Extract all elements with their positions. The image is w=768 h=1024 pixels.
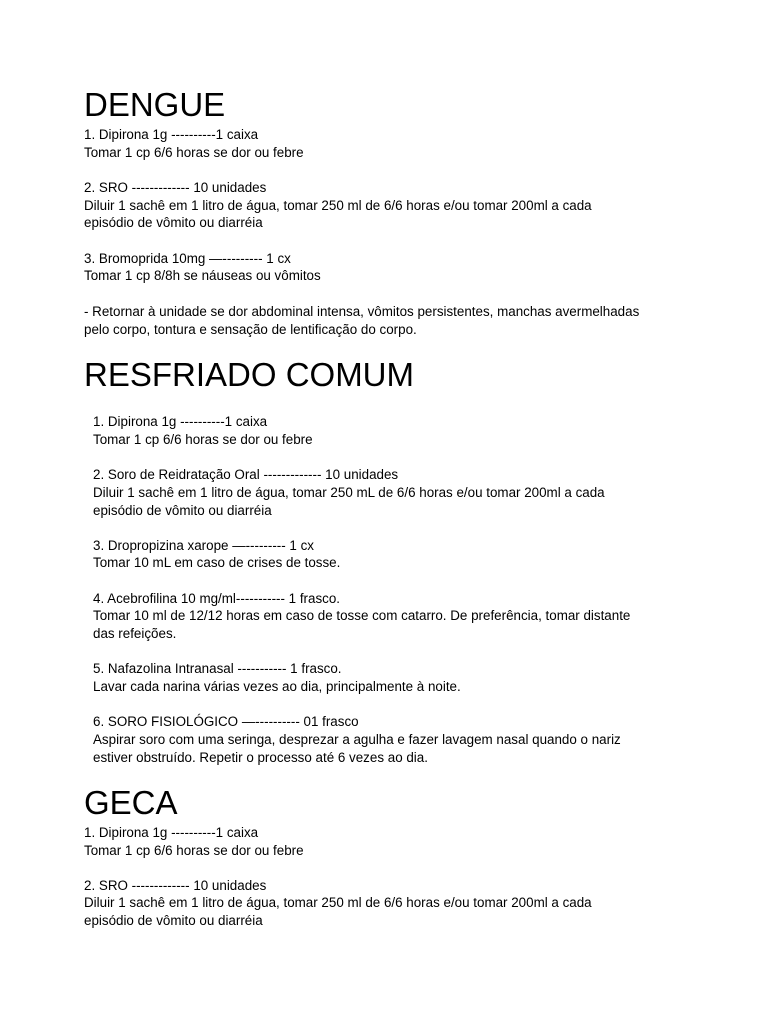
- resfriado-item-4: 4. Acebrofilina 10 mg/ml----------- 1 frasco.: [93, 591, 341, 606]
- resfriado-item-5-instruction: Lavar cada narina várias vezes ao dia, principalmente à noite.: [93, 679, 461, 694]
- dengue-item-2-instruction-cont: episódio de vômito ou diarréia: [84, 215, 263, 230]
- geca-item-1-instruction: Tomar 1 cp 6/6 horas se dor ou febre: [84, 843, 304, 858]
- geca-item-2-instruction-cont: episódio de vômito ou diarréia: [84, 913, 263, 928]
- dengue-item-2: 2. SRO ------------- 10 unidades: [84, 180, 267, 195]
- resfriado-item-6-instruction: Aspirar soro com uma seringa, desprezar a agulha e fazer lavagem nasal quando o nariz: [93, 732, 621, 747]
- dengue-item-1: 1. Dipirona 1g ----------1 caixa: [84, 127, 259, 142]
- geca-item-2: 2. SRO ------------- 10 unidades: [84, 878, 267, 893]
- resfriado-item-3: 3. Dropropizina xarope —--------- 1 cx: [93, 538, 314, 553]
- resfriado-item-3-instruction: Tomar 10 mL em caso de crises de tosse.: [93, 555, 341, 570]
- resfriado-item-4-instruction-cont: das refeições.: [93, 626, 177, 641]
- geca-item-1: 1. Dipirona 1g ----------1 caixa: [84, 825, 259, 840]
- resfriado-item-4-instruction: Tomar 10 ml de 12/12 horas em caso de tosse com catarro. De preferência, tomar distante: [93, 608, 631, 623]
- resfriado-item-2-instruction-cont: episódio de vômito ou diarréia: [93, 503, 272, 518]
- dengue-warning-cont: pelo corpo, tontura e sensação de lentificação do corpo.: [84, 322, 417, 337]
- resfriado-item-2-instruction: Diluir 1 sachê em 1 litro de água, tomar 250 mL de 6/6 horas e/ou tomar 200ml a cada: [93, 485, 605, 500]
- dengue-item-2-instruction: Diluir 1 sachê em 1 litro de água, tomar 250 ml de 6/6 horas e/ou tomar 200ml a cada: [84, 198, 592, 213]
- resfriado-item-6: 6. SORO FISIOLÓGICO —---------- 01 frasco: [93, 714, 359, 729]
- section-title-resfriado-comum: RESFRIADO COMUM: [84, 356, 414, 393]
- section-title-geca: GECA: [84, 784, 178, 821]
- resfriado-item-1-instruction: Tomar 1 cp 6/6 horas se dor ou febre: [93, 432, 313, 447]
- section-title-dengue: DENGUE: [84, 86, 226, 123]
- resfriado-item-6-instruction-cont: estiver obstruído. Repetir o processo até 6 vezes ao dia.: [93, 750, 428, 765]
- resfriado-item-2: 2. Soro de Reidratação Oral ------------- 10 unidades: [93, 467, 399, 482]
- dengue-item-1-instruction: Tomar 1 cp 6/6 horas se dor ou febre: [84, 145, 304, 160]
- geca-item-2-instruction: Diluir 1 sachê em 1 litro de água, tomar 250 ml de 6/6 horas e/ou tomar 200ml a cada: [84, 895, 592, 910]
- resfriado-item-5: 5. Nafazolina Intranasal ----------- 1 frasco.: [93, 661, 342, 676]
- dengue-item-3: 3. Bromoprida 10mg —--------- 1 cx: [84, 251, 291, 266]
- dengue-warning: - Retornar à unidade se dor abdominal intensa, vômitos persistentes, manchas avermelhadas: [84, 304, 640, 319]
- dengue-item-3-instruction: Tomar 1 cp 8/8h se náuseas ou vômitos: [84, 268, 321, 283]
- resfriado-item-1: 1. Dipirona 1g ----------1 caixa: [93, 414, 268, 429]
